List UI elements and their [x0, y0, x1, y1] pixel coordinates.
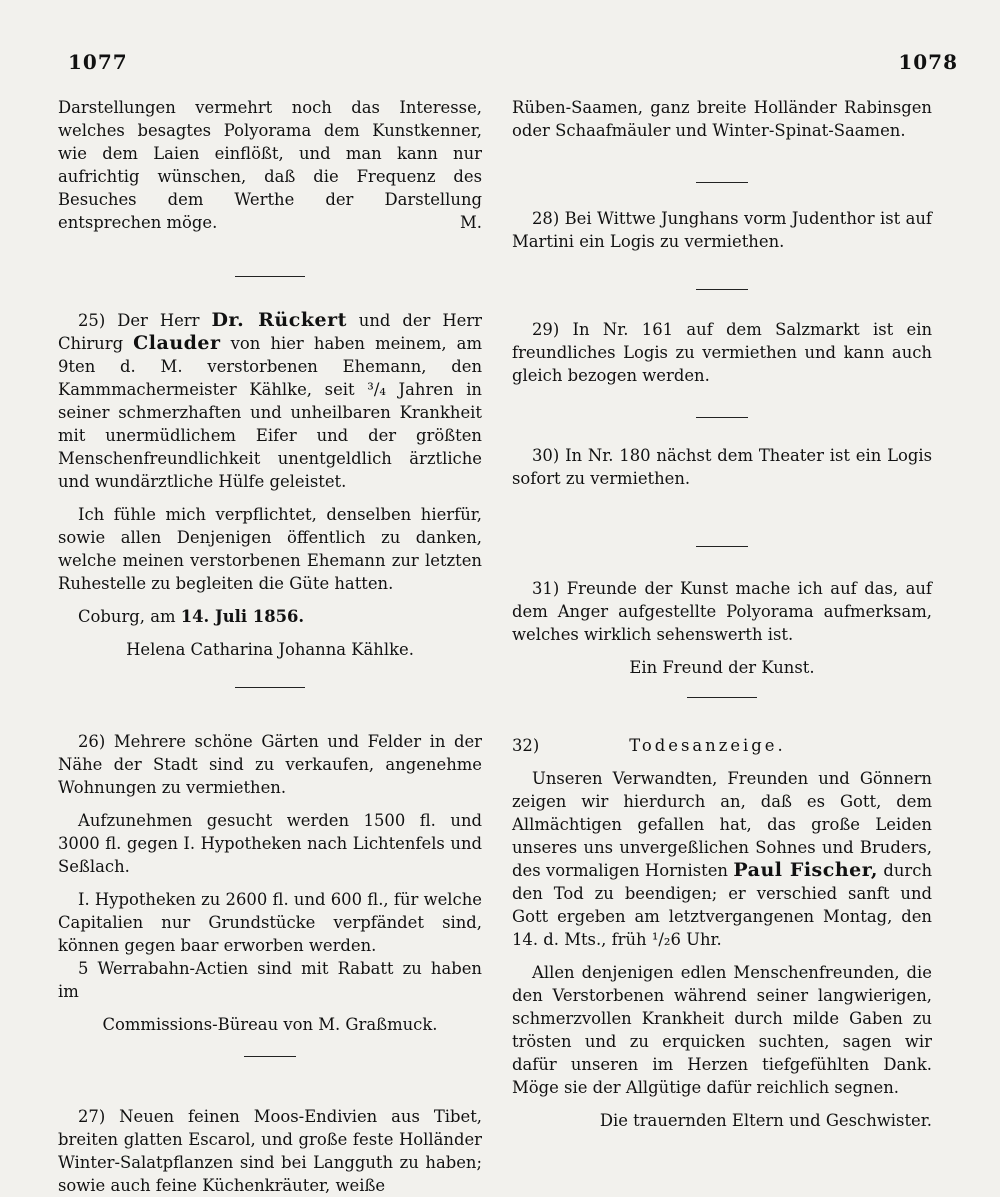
polyorama-review-body: Darstellungen vermehrt noch das Interesse, welches besagtes Polyorama dem Kunstkenner, wie dem Laien einflößt, und man kann nur aufrichtig wünschen, daß die Frequenz des Besuches dem Werthe der Darstellung entsprechen möge.	[58, 98, 482, 232]
notice-26-mortgage-request: Aufzunehmen gesucht werden 1500 fl. und 3000 fl. gegen I. Hypotheken nach Lichtenfels und Seßlach.	[58, 811, 482, 876]
notice-25-text	[58, 309, 482, 493]
doctor-name-rueckert: Dr. Rückert	[211, 309, 347, 331]
notice-27-continuation: Rüben-Saamen, ganz breite Holländer Rabinsgen oder Schaafmäuler und Winter-Spinat-Saamen.	[512, 98, 932, 140]
section-divider	[696, 289, 748, 290]
notice-25-place: Coburg, am	[78, 607, 181, 626]
notice-30-text: 30) In Nr. 180 nächst dem Theater ist ein Logis sofort zu vermiethen.	[512, 446, 932, 488]
death-notice-title: Todesanzeige.	[629, 736, 786, 755]
section-divider	[696, 182, 748, 183]
notice-25-place-date	[58, 605, 482, 628]
notice-31-signature: Ein Freund der Kunst.	[629, 658, 815, 677]
section-divider	[687, 697, 757, 698]
surgeon-name-clauder: Clauder	[133, 332, 221, 354]
left-column	[58, 96, 482, 1197]
notice-25-mid: und der Herr Chirurg	[58, 311, 482, 353]
notice-25-signature: Helena Catharina Johanna Kählke.	[126, 640, 414, 659]
polyorama-review-signature: M.	[460, 213, 482, 232]
section-divider	[235, 276, 305, 277]
section-divider	[244, 1056, 296, 1057]
notice-26-text: 26) Mehrere schöne Gärten und Felder in der Nähe der Stadt sind zu verkaufen, angenehme Wohnungen zu vermiethen.	[58, 732, 482, 797]
polyorama-review-text	[58, 96, 482, 234]
notice-32-body: durch den Tod zu beendigen; er verschied sanft und Gott ergeben am letztvergangenen Montag, den 14. d. Mts., früh ¹/₂6 Uhr.	[512, 861, 932, 949]
notice-32-signature: Die trauernden Eltern und Geschwister.	[599, 1111, 932, 1130]
notice-32-number: 32)	[512, 736, 540, 755]
notice-26-shares: 5 Werrabahn-Actien sind mit Rabatt zu haben im	[58, 959, 482, 1001]
notice-32-text	[512, 767, 932, 951]
notice-32-intro: Unseren Verwandten, Freunden und Gönnern zeigen wir hierdurch an, daß es Gott, dem Allmächtigen gefallen hat, das große Leiden unseres uns unvergeßlichen Sohnes und Bruders, des vormaligen Hornisten	[512, 769, 932, 880]
section-divider	[696, 417, 748, 418]
notice-32-thanks: Allen denjenigen edlen Menschenfreunden, die den Verstorbenen während seiner langwierigen, schmerzvollen Krankheit durch milde Gaben zu trösten und zu erquicken suchten, sagen wir dafür unseren im Herzen tiefgefühlten Dank. Möge sie der Allgütige dafür reichlich segnen.	[512, 963, 932, 1097]
notice-25-thanks: Ich fühle mich verpflichtet, denselben hierfür, sowie allen Denjenigen öffentlich zu danken, welche meinen verstorbenen Ehemann zur letzten Ruhestelle zu begleiten die Güte hatten.	[58, 505, 482, 593]
right-column	[512, 96, 932, 1132]
notice-27-text: 27) Neuen feinen Moos-Endivien aus Tibet, breiten glatten Escarol, und große feste Holländer Winter-Salatpflanzen sind bei Langguth zu haben; sowie auch feine Küchenkräuter, weiße	[58, 1107, 482, 1195]
notice-25-date: 14. Juli 1856.	[180, 607, 305, 626]
notice-26-mortgage-offer: I. Hypotheken zu 2600 fl. und 600 fl., für welche Capitalien nur Grundstücke verpfändet sind, können gegen baar erworben werden.	[58, 890, 482, 955]
notice-25-intro: 25) Der Herr	[78, 311, 212, 330]
notice-32-heading	[512, 734, 932, 757]
notice-26-signature: Commissions-Büreau von M. Graßmuck.	[102, 1015, 438, 1034]
notice-28-text: 28) Bei Wittwe Junghans vorm Judenthor ist auf Martini ein Logis zu vermiethen.	[512, 209, 932, 251]
deceased-name: Paul Fischer,	[733, 859, 878, 881]
section-divider	[235, 687, 305, 688]
notice-31-text: 31) Freunde der Kunst mache ich auf das, auf dem Anger aufgestellte Polyorama aufmerksam, welches wirklich sehenswerth ist.	[512, 579, 932, 644]
notice-29-text: 29) In Nr. 161 auf dem Salzmarkt ist ein freundliches Logis zu vermiethen und kann auch gleich bezogen werden.	[512, 320, 932, 385]
page-number-left: 1077	[68, 50, 128, 74]
page-number-right: 1078	[898, 50, 958, 74]
notice-25-body: von hier haben meinem, am 9ten d. M. verstorbenen Ehemann, den Kammmachermeister Kählke, seit ³/₄ Jahren in seiner schmerzhaften und unheilbaren Krankheit mit unermüdlichem Eifer und der größten Menschenfreundlichkeit unentgeldlich ärztliche und wundärztliche Hülfe geleistet.	[58, 334, 482, 491]
section-divider	[696, 546, 748, 547]
